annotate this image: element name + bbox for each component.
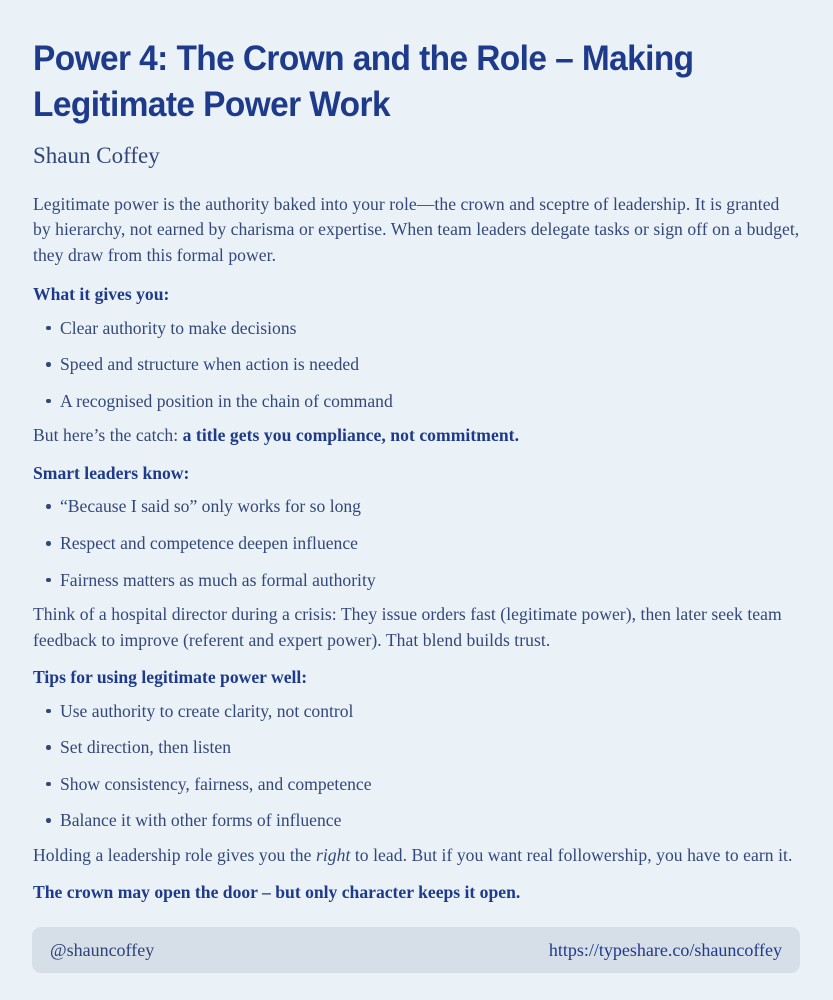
footer-handle[interactable]: @shauncoffey (50, 939, 155, 960)
footer-url[interactable]: https://typeshare.co/shauncoffey (548, 939, 782, 960)
list-item: Use authority to create clarity, not control (33, 699, 800, 724)
kicker-line: The crown may open the door – but only character keeps it open. (33, 882, 521, 903)
footer-bar (32, 927, 800, 973)
closing-italic-word: right (315, 845, 351, 866)
list-item: Speed and structure when action is needed (33, 352, 800, 377)
closing-paragraph (33, 843, 800, 868)
example-paragraph: Think of a hospital director during a crisis: They issue orders fast (legitimate power), then later seek team feedback to improve (referent and expert power). That blend builds trust. (33, 604, 782, 650)
list-item: Clear authority to make decisions (33, 316, 800, 341)
closing-text-before-italic: Holding a leadership role gives you the (33, 845, 316, 866)
section-heading-tips: Tips for using legitimate power well: (33, 666, 308, 687)
list-item: Show consistency, fairness, and competence (33, 772, 800, 797)
article-body (33, 192, 800, 905)
list-item: Fairness matters as much as formal authority (33, 568, 800, 593)
list-smart-leaders-know (33, 494, 800, 592)
list-item: “Because I said so” only works for so long (33, 494, 800, 519)
list-item: Balance it with other forms of influence (33, 808, 800, 833)
section-heading-what-it-gives-you: What it gives you: (33, 283, 170, 304)
page-title: Power 4: The Crown and the Role – Making Legitimate Power Work (33, 39, 694, 125)
list-tips (33, 699, 800, 834)
closing-text-after-italic: to lead. But if you want real followership, you have to earn it. (350, 845, 793, 866)
author-name: Shaun Coffey (33, 143, 160, 169)
list-what-it-gives-you (33, 316, 800, 414)
catch-paragraph (33, 423, 800, 448)
list-item: A recognised position in the chain of command (33, 389, 800, 414)
list-item: Respect and competence deepen influence (33, 531, 800, 556)
section-heading-smart-leaders-know: Smart leaders know: (33, 462, 190, 483)
catch-lead-text: But here’s the catch: (33, 425, 183, 446)
catch-emphasis-text: a title gets you compliance, not commitment. (182, 425, 520, 446)
intro-paragraph: Legitimate power is the authority baked into your role—the crown and sceptre of leadership. It is granted by hierarchy, not earned by charisma or expertise. When team leaders delegate tasks or sign off on a budget, they draw from this formal power. (33, 193, 800, 265)
list-item: Set direction, then listen (33, 735, 800, 760)
